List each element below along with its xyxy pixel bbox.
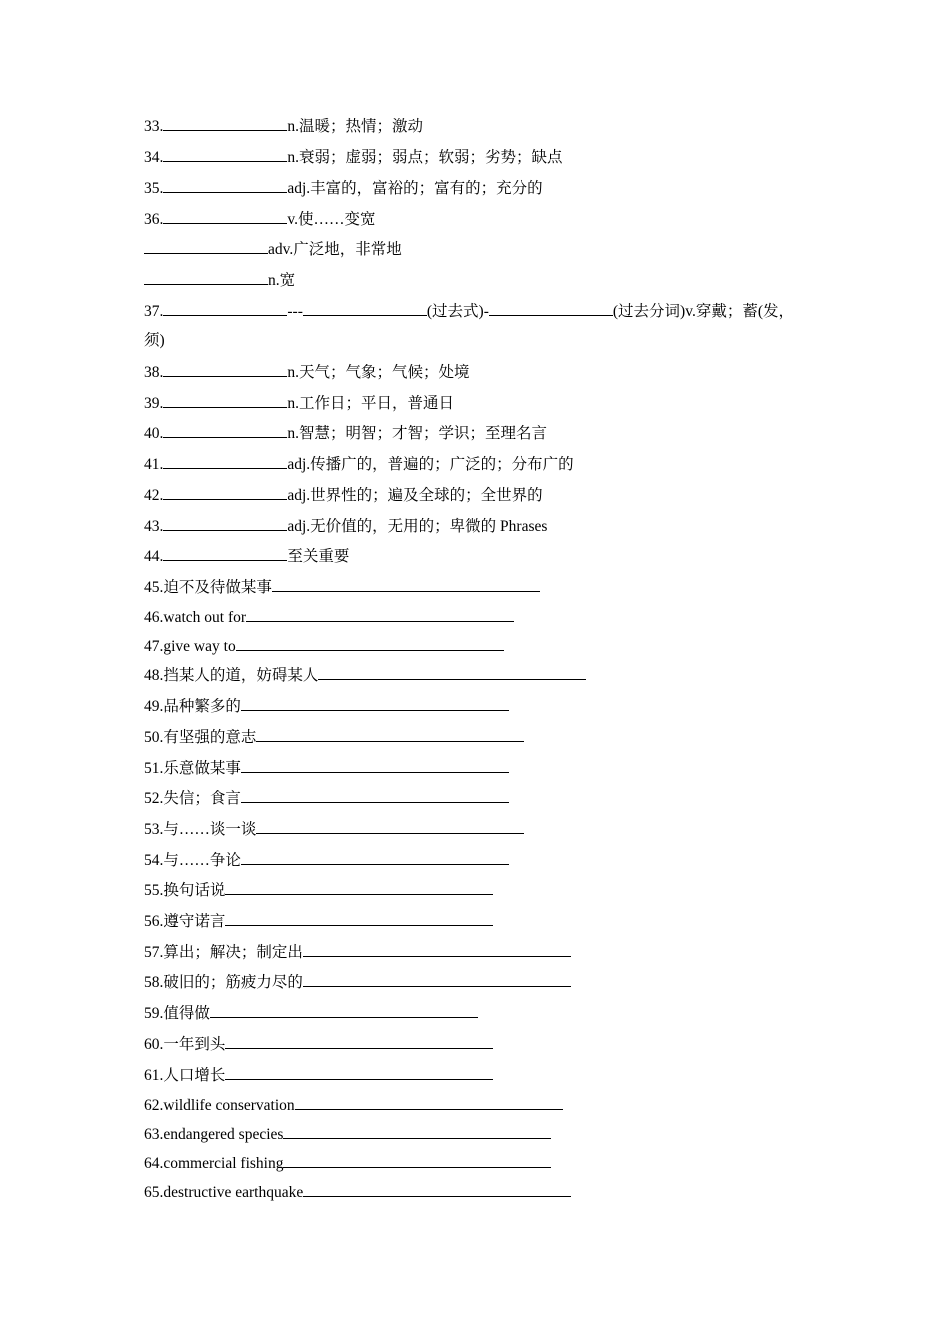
item-definition: n.温暖；热情；激动 [287, 118, 424, 135]
item-number: 40. [144, 425, 164, 442]
phrase-prompt: 57.算出；解决；制定出 [144, 944, 303, 961]
phrase-prompt: 52.失信；食言 [144, 790, 241, 807]
phrase-prompt: 60.一年到头 [144, 1036, 226, 1053]
vocab-item-36-noun [144, 270, 295, 291]
phrase-item-60 [144, 1034, 493, 1055]
phrase-prompt: 53.与……谈一谈 [144, 821, 257, 838]
vocab-item-35 [144, 178, 543, 199]
phrase-answer-blank[interactable] [241, 850, 509, 865]
item-definition: (过去分词)v.穿戴；蓄(发， [612, 303, 794, 320]
answer-blank[interactable] [163, 301, 287, 316]
answer-blank[interactable] [163, 147, 287, 162]
phrase-item-53 [144, 819, 524, 840]
item-definition: n.智慧；明智；才智；学识；至理名言 [287, 425, 548, 442]
phrase-item-52 [144, 788, 509, 809]
answer-blank[interactable] [163, 362, 287, 377]
phrase-answer-blank[interactable] [210, 1003, 478, 1018]
phrase-item-45 [144, 577, 540, 598]
phrase-prompt: 54.与……争论 [144, 852, 241, 869]
phrase-prompt: 48.挡某人的道，妨碍某人 [144, 667, 319, 684]
phrase-answer-blank[interactable] [256, 819, 524, 834]
vocab-item-38 [144, 362, 470, 383]
phrase-item-57 [144, 942, 571, 963]
item-number: 33. [144, 118, 164, 135]
item-definition: n.工作日；平日，普通日 [287, 395, 455, 412]
phrase-answer-blank[interactable] [225, 1034, 493, 1049]
phrase-prompt: 59.值得做 [144, 1005, 210, 1022]
answer-blank[interactable] [163, 546, 287, 561]
phrase-item-64 [144, 1153, 551, 1174]
answer-blank[interactable] [163, 178, 287, 193]
answer-blank[interactable] [163, 485, 287, 500]
item-number: 43. [144, 518, 164, 535]
phrase-answer-blank[interactable] [225, 880, 493, 895]
phrase-answer-blank[interactable] [256, 727, 524, 742]
phrase-prompt: 64.commercial fishing [144, 1155, 284, 1172]
phrase-answer-blank[interactable] [241, 758, 509, 773]
item-definition: v.使……变宽 [287, 211, 376, 228]
phrase-answer-blank[interactable] [272, 577, 540, 592]
phrase-prompt: 45.迫不及待做某事 [144, 579, 272, 596]
item-number: 39. [144, 395, 164, 412]
phrase-prompt: 58.破旧的；筋疲力尽的 [144, 974, 303, 991]
item-definition-continued: 须) [144, 332, 165, 349]
phrase-prompt: 62.wildlife conservation [144, 1097, 295, 1114]
phrase-answer-blank[interactable] [236, 636, 504, 651]
item-number: 44. [144, 548, 164, 565]
answer-blank[interactable] [144, 270, 268, 285]
vocab-item-40 [144, 423, 547, 444]
phrase-item-65 [144, 1182, 571, 1203]
phrase-item-58 [144, 972, 571, 993]
answer-blank[interactable] [163, 116, 287, 131]
phrase-prompt: 63.endangered species [144, 1126, 284, 1143]
item-definition: 至关重要 [287, 548, 350, 565]
item-definition: adj.丰富的，富裕的；富有的；充分的 [287, 180, 543, 197]
phrase-answer-blank[interactable] [225, 911, 493, 926]
item-number: 34. [144, 149, 164, 166]
item-number: 36. [144, 211, 164, 228]
phrase-item-56 [144, 911, 493, 932]
answer-blank[interactable] [163, 209, 287, 224]
phrase-answer-blank[interactable] [303, 972, 571, 987]
phrase-item-55 [144, 880, 493, 901]
answer-blank-participle[interactable] [489, 301, 613, 316]
item-number: 42. [144, 487, 164, 504]
phrase-prompt: 49.品种繁多的 [144, 698, 241, 715]
phrase-prompt: 55.换句话说 [144, 882, 226, 899]
item-number: 37. [144, 303, 164, 320]
phrase-item-54 [144, 850, 509, 871]
phrase-answer-blank[interactable] [241, 788, 509, 803]
phrase-answer-blank[interactable] [295, 1095, 563, 1110]
vocab-item-37 [144, 301, 794, 322]
phrase-item-47 [144, 636, 504, 657]
phrase-answer-blank[interactable] [303, 942, 571, 957]
item-definition: n.衰弱；虚弱；弱点；软弱；劣势；缺点 [287, 149, 563, 166]
vocab-item-37-wrap [144, 331, 165, 351]
phrase-prompt: 46.watch out for [144, 609, 247, 626]
vocab-item-41 [144, 454, 574, 475]
phrase-prompt: 47.give way to [144, 638, 236, 655]
phrase-item-51 [144, 758, 509, 779]
phrase-answer-blank[interactable] [303, 1182, 571, 1197]
item-number: 38. [144, 364, 164, 381]
item-definition: n.天气；气象；气候；处境 [287, 364, 470, 381]
phrase-item-50 [144, 727, 524, 748]
item-definition: adj.无价值的，无用的；卑微的 Phrases [287, 518, 548, 535]
vocab-item-34 [144, 147, 563, 168]
phrase-item-48 [144, 665, 586, 686]
phrase-answer-blank[interactable] [225, 1065, 493, 1080]
phrase-prompt: 50.有坚强的意志 [144, 729, 257, 746]
phrase-item-63 [144, 1124, 551, 1145]
phrase-item-49 [144, 696, 509, 717]
phrase-prompt: 51.乐意做某事 [144, 760, 241, 777]
phrase-prompt: 56.遵守诺言 [144, 913, 226, 930]
phrase-answer-blank[interactable] [241, 696, 509, 711]
vocab-item-33 [144, 116, 423, 137]
answer-blank[interactable] [163, 393, 287, 408]
vocab-item-43 [144, 516, 547, 537]
phrase-prompt: 65.destructive earthquake [144, 1184, 304, 1201]
answer-blank[interactable] [144, 239, 268, 254]
answer-blank[interactable] [163, 516, 287, 531]
item-definition: adj.世界性的；遍及全球的；全世界的 [287, 487, 543, 504]
phrase-answer-blank[interactable] [318, 665, 586, 680]
phrase-item-62 [144, 1095, 563, 1116]
phrase-answer-blank[interactable] [283, 1124, 551, 1139]
item-number: 41. [144, 456, 164, 473]
answer-blank[interactable] [163, 454, 287, 469]
phrase-item-61 [144, 1065, 493, 1086]
label-past-tense: (过去式)- [426, 303, 489, 320]
item-definition: n.宽 [268, 272, 296, 289]
vocab-item-36-adv [144, 239, 402, 260]
vocab-item-36 [144, 209, 376, 230]
item-definition: adv.广泛地，非常地 [268, 241, 402, 258]
vocab-item-42 [144, 485, 543, 506]
phrase-item-59 [144, 1003, 478, 1024]
phrase-item-46 [144, 607, 514, 628]
vocab-item-39 [144, 393, 454, 414]
phrase-prompt: 61.人口增长 [144, 1067, 226, 1084]
phrase-answer-blank[interactable] [283, 1153, 551, 1168]
vocab-item-44 [144, 546, 349, 567]
answer-blank[interactable] [163, 423, 287, 438]
item-definition: adj.传播广的，普遍的；广泛的；分布广的 [287, 456, 574, 473]
item-number: 35. [144, 180, 164, 197]
phrase-answer-blank[interactable] [246, 607, 514, 622]
answer-blank-past[interactable] [303, 301, 427, 316]
separator: --- [287, 303, 303, 320]
